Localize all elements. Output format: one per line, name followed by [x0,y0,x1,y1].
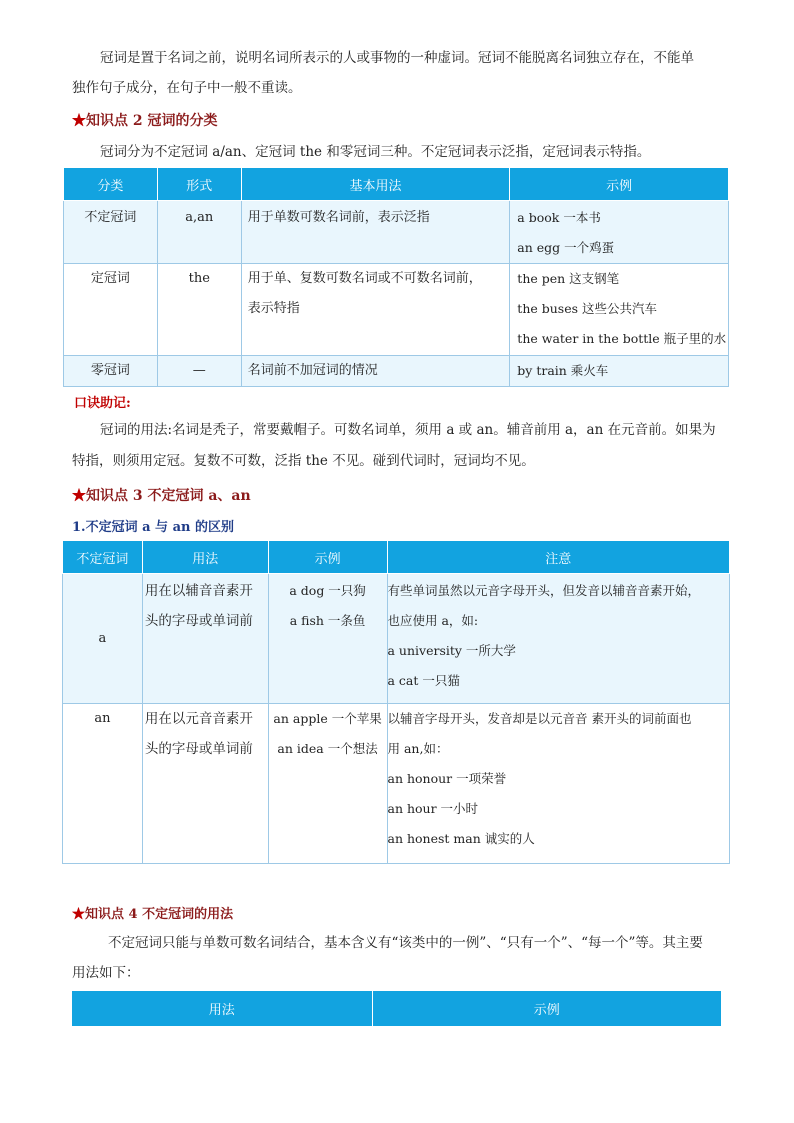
category-cell: 零冠词 [90,363,130,378]
a-an-difference-table [62,540,730,864]
table-row [63,574,730,704]
table-row [63,704,730,864]
form-cell: — [192,363,206,378]
table-header-row [63,541,730,574]
example-line: the pen 这支钢笔 [517,271,620,286]
article-cell: a [98,631,107,646]
intro-line-2: 独作句子成分，在句子中一般不重读。 [72,80,302,96]
star-icon: ★ [72,113,86,129]
form-cell: a,an [185,210,214,225]
example-line: the water in the bottle 瓶子里的水 [517,331,727,346]
note-line: a cat 一只猫 [387,673,460,688]
example-line: the buses 这些公共汽车 [517,301,657,316]
section-4-title: 知识点 4 不定冠词的用法 [85,907,234,922]
header-cell: 用法 [72,991,373,1027]
mnemonic-line-2: 特指，则须用定冠。复数不可数，泛指 the 不见。碰到代词时，冠词均不见。 [72,453,535,469]
section-4-line-2: 用法如下： [72,965,140,981]
category-cell: 不定冠词 [84,210,137,225]
usage-line: 头的字母或单词前 [144,613,253,629]
usage-line: 用于单、复数可数名词或不可数名词前， [247,271,482,286]
section-3-subtitle: 1.不定冠词 a 与 an 的区别 [72,520,234,535]
indefinite-usage-table [71,990,722,1027]
note-line: 以辅音字母开头，发音却是以元音音 素开头的词前面也 [387,711,692,726]
header-cell: 形式 [157,168,241,201]
star-icon: ★ [72,488,86,504]
intro-line-1: 冠词是置于名词之前，说明名词所表示的人或事物的一种虚词。冠词不能脱离名词独立存在，不能单 [100,50,694,66]
header-cell: 注意 [387,541,730,574]
note-line: a university 一所大学 [387,643,516,658]
header-cell: 示例 [372,991,721,1027]
section-4-line-1: 不定冠词只能与单数可数名词结合，基本含义有“该类中的一例”、“只有一个”、“每一个”等。其主要 [108,935,703,951]
category-cell: 定冠词 [90,271,130,286]
header-cell: 示例 [268,541,387,574]
table-header-row [64,168,729,201]
usage-cell: 名词前不加冠词的情况 [247,363,378,378]
note-line: 也应使用 a，如: [387,613,479,628]
header-cell: 不定冠词 [63,541,143,574]
example-line: a fish 一条鱼 [289,613,366,628]
example-line: by train 乘火车 [517,363,609,378]
section-3-heading [72,485,251,505]
table-row [64,356,729,387]
example-line: an egg 一个鸡蛋 [517,240,615,255]
header-cell: 示例 [510,168,729,201]
section-2-title: 知识点 2 冠词的分类 [86,113,218,129]
example-line: a dog 一只狗 [289,583,366,598]
table-row [64,264,729,356]
note-line: an hour 一小时 [387,801,479,816]
usage-line: 头的字母或单词前 [144,741,253,757]
example-line: an apple 一个苹果 [273,711,382,726]
mnemonic-label: 口诀助记: [74,396,131,411]
section-3-title: 知识点 3 不定冠词 a、an [86,488,251,504]
header-cell: 用法 [142,541,268,574]
article-cell: an [94,711,111,726]
form-cell: the [188,271,210,286]
usage-cell: 用于单数可数名词前，表示泛指 [247,210,430,225]
note-line: an honour 一项荣誉 [387,771,507,786]
usage-line: 表示特指 [247,301,300,316]
table-header-row [72,991,722,1027]
header-cell: 基本用法 [241,168,510,201]
header-cell: 分类 [64,168,158,201]
note-line: 用 an,如： [387,741,449,756]
example-line: a book 一本书 [517,210,601,225]
article-types-table [63,167,729,387]
star-icon: ★ [72,907,86,922]
usage-line: 用在以元音音素开 [144,711,253,727]
usage-line: 用在以辅音音素开 [144,583,253,599]
section-2-heading [72,110,218,130]
mnemonic-line-1: 冠词的用法:名词是秃子，常要戴帽子。可数名词单，须用 a 或 an。辅音前用 a，an 在元音前。如果为 [100,422,716,438]
note-line: 有些单词虽然以元音字母开头，但发音以辅音音素开始， [387,583,701,598]
table-row [64,201,729,264]
note-line: an honest man 诚实的人 [387,831,535,846]
section-4-heading [72,903,233,922]
example-line: an idea 一个想法 [277,741,378,756]
section-2-desc: 冠词分为不定冠词 a/an、定冠词 the 和零冠词三种。不定冠词表示泛指，定冠词表示特指。 [100,144,651,160]
